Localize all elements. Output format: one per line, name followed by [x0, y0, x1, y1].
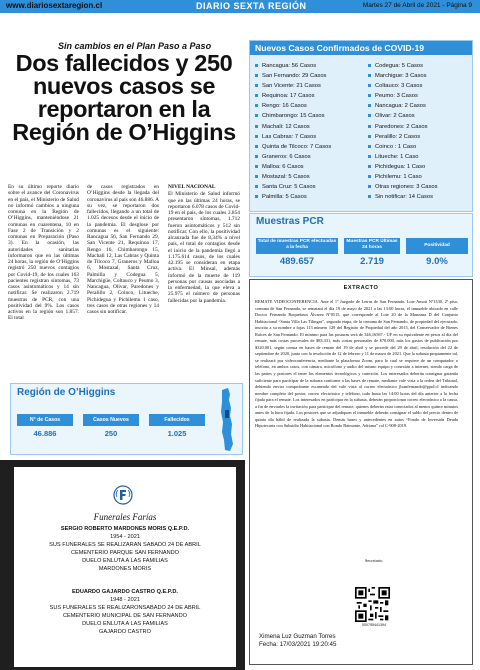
panel-title: Nuevos Casos Confirmados de COVID-19 [250, 41, 472, 55]
obit-1-line-2: CEMENTERIO PARQUE SAN FERNANDO [70, 550, 180, 556]
article-headline: Dos fallecidos y 250 nuevos casos se reportaron en la Región de O’Higgins [12, 50, 236, 145]
obit-2-line-3: DUELO ENLUTA A LAS FAMILIAS [82, 621, 168, 627]
obit-2-years: 1948 - 2021 [110, 597, 140, 603]
list-item: Pichidegua: 1 Caso [367, 162, 471, 172]
funeral-emblem-icon [113, 485, 133, 505]
funeral-home-name: Funerales Farías [93, 512, 157, 522]
notice-body: REMATE VIDEOCONFERENCIA. Ante el 1º Juzgado de Letras de San Fernando, Lote Amott Nº1330, 2º piso, comuna de San Fernando, se rematará el día 19 de mayo de 2021 a las 13:00 horas, el inmueble ubicado en calle Doctor Fernando Roquebrun Álvarez Nº0515, que corresponde al Lote 20 de la Manzana D del Conjunto Habitacional “Santa Villa Las Tilingas”, segunda etapa, de la comuna de San Fernando, de propiedad del ejecutado, inscrito a su nombre a fojas 113 número 129 del Registro de Propiedad del año 2015, del Conservador de Bienes Raíces de San Fernando. El mínimo para las posturas será de 346,16567.- UF en su equivalente en pesos al día del remate, más costas procesales de $83.331, más costas personales de $70.000, más los gastos de publicación por $320.001, según consta en bases de remate del 19 de abril y se procede del 29 de abril, resolución del 22 de septiembre de 2020, junto con la resolución de 12 de febrero y 11 de marzo de 2021. Que la subasta propiamente tal, se realizará por videoconferencia, mediante la plataforma Zoom, para lo cual se requiere de un computador o teléfono, en ambos casos, con cámara, micrófono y audio del mismo equipo y conexión a internet, siendo carga de las partes y postores el tener los elementos tecnológicos y conexión. Los interesados deberán consignar garantía suficiente para participar de la subasta conforme a las bases de remate, mediante vale vista a la orden del Tribunal, debiendo enviar comprobante escaneado del vale vista al correo electrónico jlsanfernando@pjud.cl indicando nombre completo del postor, correo electrónico y teléfono, todo hasta las 14:00 horas del día anterior a la fecha fijada para el remate. Los interesados en participar en la subasta, deberán proporcionar correo electrónico a la causa, a fin de enviarles la invitación para participar del remate, quienes deberán estar conectados al menos quince minutos antes de la hora fijada. Los postores que se adjudiquen el inmueble deberán consignar el saldo del precio dentro de quinto día hábil de realizada la subasta. Demás bases y antecedentes en autos “Fondo de Inversión Deuda Hipotecaria con Subsidio Habitacional con Rondo Baimonte, Adriana” rol C-908-2019. [255, 299, 458, 429]
region-cases-value: 46.886 [33, 429, 57, 438]
list-item: Las Cabras: 7 Casos [254, 132, 364, 142]
region-stats-panel [10, 383, 243, 455]
obit-2-line-1: SUS FUNERALES SE REALIZARONSABADO 24 DE ABRIL [49, 605, 201, 611]
pcr-24h-value: 2.719 [360, 256, 384, 267]
list-item: Mostazal: 5 Casos [254, 172, 364, 182]
page-date: Martes 27 de Abril de 2021 - Página 9 [362, 2, 472, 9]
digital-signer [259, 633, 336, 648]
list-item: Litueche: 1 Caso [367, 152, 471, 162]
list-item: Sin notificar: 14 Casos [367, 192, 471, 202]
obit-2-line-2: CEMENTERIO MUNICIPAL DE SAN FERNANDO [62, 613, 187, 619]
article-column-2: de casos registrados en O’Higgins desde la llegada del coronavirus al país son 46.886. A su vez, se reportaron dos fallecidos, llegando a un total de 1.025 decesos desde el inicio de la pandemia. El desglose por comunas es el siguiente: Rancagua 56, San Fernando 29, San Vicente 21, Requinoa 17, Rengo 16, Chimbarongo 15, Machali 12, Las Cabras y Quinta de Tilcoco 7, Graneros y Malloa 6, Mostazal, Santa Cruz, Palmilla y Codegua 5, Marchigüe, Coltauco y Peumo 3, Nancagua, Olivar, Paredones y Peralillo 2, Coinco, Litueche, Pichidegua y Pichilemu 1 caso, tres casos de otras regiones y 14 casos sin notificar. [87, 184, 160, 315]
pcr-title: Muestras PCR [256, 216, 324, 227]
list-item: Machali: 12 Casos [254, 122, 364, 132]
pcr-total-value: 489.657 [279, 256, 315, 267]
pcr-headers [256, 238, 468, 254]
obit-1-name: SERGIO ROBERTO MARDONES MORIS Q.E.P.D. [60, 526, 190, 532]
qr-code-icon [355, 587, 390, 622]
article-body [8, 184, 240, 354]
signer-name: Ximena Luz Guzman Torres [259, 633, 336, 640]
pcr-panel [249, 213, 473, 277]
list-item: Quinta de Tilcoco: 7 Casos [254, 142, 364, 152]
region-map-icon [216, 388, 238, 452]
list-item: San Vicente: 21 Casos [254, 81, 364, 91]
obituary-box [0, 460, 245, 670]
top-bar [0, 0, 480, 13]
notice-title: EXTRACTO [343, 285, 379, 291]
article-column-1: En su último reporte diario sobre el avance del Coronavirus en el país, el Ministerio de Salud no informó cambios a ninguna comuna en la Región de O’Higgins, manteniéndose 21 comunas en cuarentena, 10 en Fase 2 de Transición y 2 comunas en Preparación (Paso 3). En la ocasión, las autoridades sanitarias informaron que en las últimas 24 horas, la región de O’Higgins registró 250 nuevos contagios por Covid-19, de los cuales 163 pacientes registran síntomas, 73 casos asintomáticos y 14 sin notificar. Se realizaron 2.719 muestras de PCR, con una positividad del 9%. Los casos activos en la región son 1.857. El total [8, 184, 79, 322]
site-url[interactable]: www.diariosextaregion.cl [6, 1, 103, 10]
region-header-new: Casos Nuevos [83, 414, 139, 426]
obit-1-line-3: DUELO ENLUTA A LAS FAMILIAS [82, 558, 168, 564]
notice-signature: Secretario. [365, 558, 384, 563]
region-header-cases: N° de Casos [17, 414, 73, 426]
region-title: Región de O’Higgins [17, 387, 116, 398]
pcr-values [256, 256, 468, 270]
qr-code-label: 000755441394 [362, 623, 386, 627]
cases-list-right [367, 61, 471, 202]
list-item: Codegua: 5 Casos [367, 61, 471, 71]
list-item: Peralillo: 2 Casos [367, 132, 471, 142]
obit-2-name: EDUARDO GAJARDO CASTRO Q.E.P.D. [72, 589, 178, 595]
list-item: Coltauco: 3 Casos [367, 81, 471, 91]
list-item: Olivar: 2 Casos [367, 111, 471, 121]
obit-1-line-1: SUS FUNERALES SE REALIZARAN SABADO 24 DE ABRIL [49, 542, 201, 548]
list-item: Coinco : 1 Caso [367, 142, 471, 152]
list-item: Nancagua: 2 Casos [367, 101, 471, 111]
article-kicker: Sin cambios en el Plan Paso a Paso [58, 41, 212, 51]
covid-cases-panel [249, 40, 473, 212]
article-column-3 [168, 184, 240, 304]
list-item: Paredones: 2 Casos [367, 122, 471, 132]
pcr-header-24h: Muestras PCR Últimas 24 horas [344, 238, 400, 254]
list-item: Palmilla: 5 Casos [254, 192, 364, 202]
obit-1-years: 1954 - 2021 [110, 534, 140, 540]
list-item: San Fernando: 29 Casos [254, 71, 364, 81]
list-item: Pichilemu: 1 Caso [367, 172, 471, 182]
column-3-text: El Ministerio de Salud informó que en las últimas 24 horas, se reportaron 6.078 casos de Covid-19 en el país, de los cuales 3.854 presentaron síntomas, 1.712 fueron asintomáticos y 512 sin notificar. Con ello, la positividad alcanzada fue de 8,34% a nivel país, el total de contagios desde el inicio de la pandemia llegó a 1.175.614 casos, de los cuales 42.195 se consideran en etapa activa. El Minsal, además informó de la muerte de 119 personas por causas asociadas a la enfermedad, la que eleva a 25.975 el número de personas fallecidas por la pandemia. [168, 191, 240, 304]
cases-list-left [254, 61, 364, 202]
obituary-card [14, 467, 236, 667]
list-item: Marchigue: 3 Casos [367, 71, 471, 81]
obit-1-line-4: MARDONES MORIS [98, 566, 152, 572]
region-header-deaths: Fallecidos [149, 414, 205, 426]
list-item: Santa Cruz: 5 Casos [254, 182, 364, 192]
region-deaths-value: 1.025 [167, 429, 187, 438]
list-item: Chimbarongo: 15 Casos [254, 111, 364, 121]
pcr-positivity-value: 9.0% [426, 256, 448, 267]
pcr-header-positivity: Positividad [406, 238, 468, 254]
region-new-value: 250 [104, 429, 118, 438]
list-item: Malloa: 6 Casos [254, 162, 364, 172]
section-title: DIARIO SEXTA REGIÓN [196, 1, 307, 11]
list-item: Otras regiones: 3 Casos [367, 182, 471, 192]
list-item: Rancagua: 56 Casos [254, 61, 364, 71]
list-item: Peumo: 3 Casos [367, 91, 471, 101]
obit-2-line-4: GAJARDO CASTRO [99, 629, 151, 635]
list-item: Rengo: 16 Casos [254, 101, 364, 111]
list-item: Graneros: 6 Casos [254, 152, 364, 162]
list-item: Requinoa: 17 Casos [254, 91, 364, 101]
signer-date: Fecha: 17/03/2021 19:20:45 [259, 640, 337, 648]
subheading: NIVEL NACIONAL [168, 184, 216, 190]
pcr-header-total: Total de muestras PCR efectuadas a la fecha [256, 238, 338, 254]
